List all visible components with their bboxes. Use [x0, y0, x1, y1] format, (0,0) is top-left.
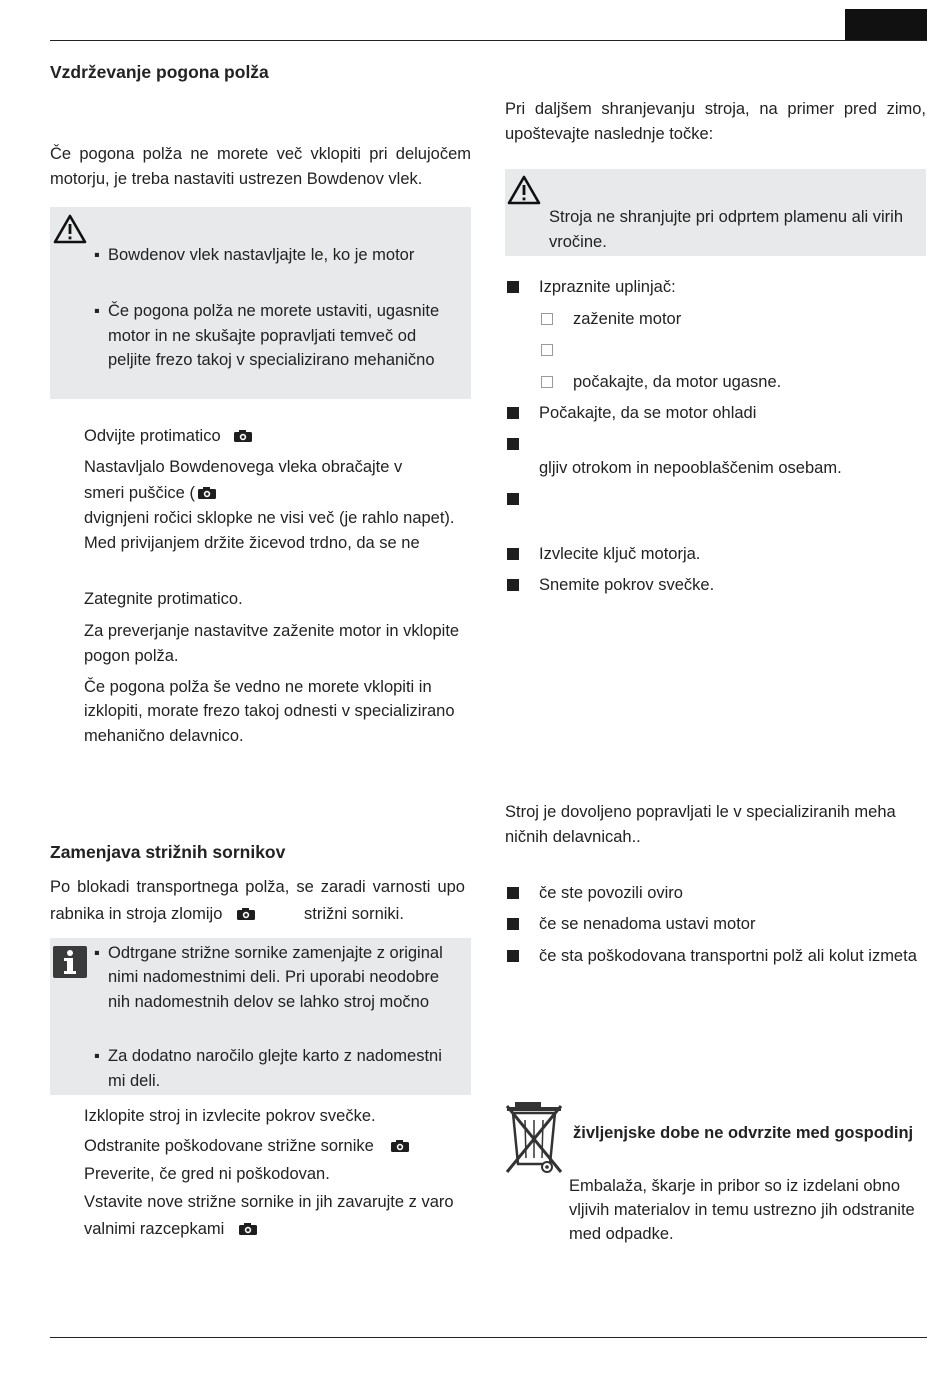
step-adjuster-line-4: Med privijanjem držite žicevod trdno, da se ne — [84, 534, 420, 552]
step-check-line-2: pogon polža. — [84, 647, 179, 665]
info-item-1-line-2: nimi nadomestnimi deli. Pri uporabi neodobre — [108, 968, 440, 986]
bullet-square — [507, 493, 519, 505]
warning-item-2-line-3: peljite frezo takoj v specializirano mehanično — [108, 351, 435, 369]
camera-icon — [390, 1139, 410, 1153]
repair-line-2: ničnih delavnicah.. — [505, 828, 641, 846]
list-children: gljiv otrokom in nepooblaščenim osebam. — [539, 459, 842, 477]
repair-line-1: Stroj je dovoljeno popravljati le v specializiranih meha — [505, 803, 896, 821]
info-item-2-line-2: mi deli. — [108, 1072, 161, 1090]
camera-icon — [197, 486, 217, 500]
bullet-square — [507, 548, 519, 560]
list2-obstacle: če ste povozili oviro — [539, 884, 683, 902]
info-icon — [53, 946, 87, 978]
info-item-1-line-3: nih nadomestnih delov se lahko stroj močno — [108, 993, 430, 1011]
step-workshop-line-1: Če pogona polža še vedno ne morete vklopiti in — [84, 678, 432, 696]
warning-triangle-icon — [507, 175, 541, 205]
info-item-1-line-1: Odtrgane strižne sornike zamenjajte z original — [108, 944, 443, 962]
intro-line-2: motorju, je treba nastaviti ustrezen Bowdenov vlek. — [50, 170, 423, 188]
crossed-bin-icon — [503, 1098, 565, 1176]
shear-intro-line-1: Po blokadi transportnega polža, se zaradi varnosti upo — [50, 878, 465, 896]
step2-switch-off: Izklopite stroj in izvlecite pokrov svečke. — [84, 1107, 376, 1125]
step-workshop-line-2: izklopiti, morate frezo takoj odnesti v specializirano — [84, 702, 455, 720]
shear-intro-line-2a: rabnika in stroja zlomijo — [50, 905, 223, 923]
warning-item-1: Bowdenov vlek nastavljajte le, ko je motor — [108, 246, 415, 264]
step2-insert-line-2: valnimi razcepkami — [84, 1220, 225, 1238]
step-adjuster-line-3: dvignjeni ročici sklopke ne visi več (je rahlo napet). — [84, 509, 455, 527]
bullet-square — [507, 950, 519, 962]
list-wait-cool: Počakajte, da se motor ohladi — [539, 404, 757, 422]
page-tab-marker — [845, 9, 927, 40]
bullet-square — [507, 918, 519, 930]
bullet-square — [507, 407, 519, 419]
disposal-heading: življenjske dobe ne odvrzite med gospodinj — [573, 1124, 914, 1142]
disposal-line-3: med odpadke. — [569, 1225, 674, 1243]
warning-right-line-1: Stroja ne shranjujte pri odprtem plamenu ali virih — [549, 208, 904, 226]
step-adjuster-line-2: smeri puščice ( — [84, 484, 195, 502]
list-empty-carburettor: Izpraznite uplinjač: — [539, 278, 676, 296]
warning-item-2-line-2: motor in ne skušajte popravljati temveč od — [108, 327, 417, 345]
list2-engine-stops: če se nenadoma ustavi motor — [539, 915, 756, 933]
bullet-square — [507, 579, 519, 591]
camera-icon — [236, 907, 256, 921]
warning-right-line-2: vročine. — [549, 233, 607, 251]
info-item-2-line-1: Za dodatno naročilo glejte karto z nadomestni — [108, 1047, 442, 1065]
list-wait-engine-stops: počakajte, da motor ugasne. — [573, 373, 782, 391]
bullet-square — [507, 281, 519, 293]
intro-line-1: Če pogona polža ne morete več vklopiti pri delujočem — [50, 145, 471, 163]
warning-item-2-line-1: Če pogona polža ne morete ustaviti, ugasnite — [108, 302, 440, 320]
step-loosen-locknut: Odvijte protimatico — [84, 427, 221, 445]
list-remove-plug-cap: Snemite pokrov svečke. — [539, 576, 715, 594]
heading-shear-bolts: Zamenjava strižnih sornikov — [50, 842, 286, 862]
step2-check-shaft: Preverite, če gred ni poškodovan. — [84, 1165, 330, 1183]
camera-icon — [238, 1222, 258, 1236]
list-remove-key: Izvlecite ključ motorja. — [539, 545, 701, 563]
warning-triangle-icon — [53, 214, 87, 244]
info-item-bullet: ▪ — [94, 1047, 100, 1065]
step2-remove-bolts: Odstranite poškodovane strižne sornike — [84, 1137, 374, 1155]
sub-bullet-square — [541, 313, 553, 325]
step-tighten-locknut: Zategnite protimatico. — [84, 590, 243, 608]
step2-insert-line-1: Vstavite nove strižne sornike in jih zavarujte z varo — [84, 1193, 454, 1211]
sub-bullet-square — [541, 376, 553, 388]
sub-bullet-square — [541, 344, 553, 356]
warning-item-bullet: ▪ — [94, 246, 100, 264]
header-rule — [50, 40, 927, 41]
footer-rule — [50, 1337, 927, 1338]
warning-item-bullet: ▪ — [94, 302, 100, 320]
list-start-engine: zaženite motor — [573, 310, 682, 328]
list2-auger-damaged: če sta poškodovana transportni polž ali kolut izmeta — [539, 947, 917, 965]
step-check-line-1: Za preverjanje nastavitve zaženite motor in vklopite — [84, 622, 460, 640]
shear-intro-line-2b: strižni sorniki. — [304, 905, 404, 923]
storage-intro-line-2: upoštevajte naslednje točke: — [505, 125, 714, 143]
disposal-line-2: vljivih materialov in temu ustrezno jih odstranite — [569, 1201, 915, 1219]
bullet-square — [507, 887, 519, 899]
camera-icon — [233, 429, 253, 443]
info-item-bullet: ▪ — [94, 944, 100, 962]
bullet-square — [507, 438, 519, 450]
heading-worm-drive: Vzdrževanje pogona polža — [50, 62, 269, 82]
step-workshop-line-3: mehanično delavnico. — [84, 727, 244, 745]
step-adjuster-line-1: Nastavljalo Bowdenovega vleka obračajte v — [84, 458, 403, 476]
disposal-line-1: Embalaža, škarje in pribor so iz izdelani obno — [569, 1177, 901, 1195]
storage-intro-line-1: Pri daljšem shranjevanju stroja, na primer pred zimo, — [505, 100, 926, 118]
